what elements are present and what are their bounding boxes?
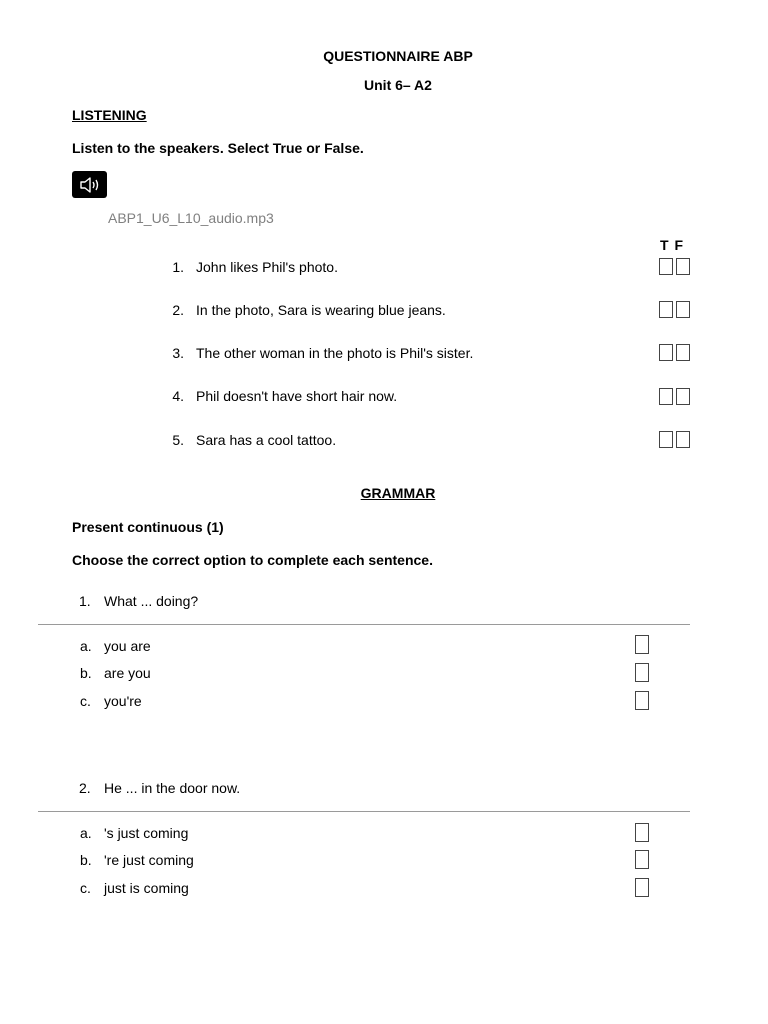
false-checkbox[interactable] xyxy=(676,344,690,361)
option-text: 's just coming xyxy=(104,825,189,841)
unit-label: Unit 6– A2 xyxy=(364,77,432,93)
true-checkbox[interactable] xyxy=(659,301,673,318)
option-letter: b. xyxy=(80,852,92,868)
option-text: you are xyxy=(104,638,151,654)
item-number: 4. xyxy=(172,388,184,404)
divider xyxy=(38,624,690,625)
item-number: 1. xyxy=(172,259,184,275)
option-letter: a. xyxy=(80,825,92,841)
item-text: Phil doesn't have short hair now. xyxy=(196,388,398,404)
false-checkbox[interactable] xyxy=(676,431,690,448)
item-number: 5. xyxy=(172,432,184,448)
option-checkbox[interactable] xyxy=(635,691,649,710)
true-checkbox[interactable] xyxy=(659,258,673,275)
option-checkbox[interactable] xyxy=(635,663,649,682)
false-checkbox[interactable] xyxy=(676,258,690,275)
false-checkbox[interactable] xyxy=(676,388,690,405)
item-text: John likes Phil's photo. xyxy=(196,259,338,275)
item-text: In the photo, Sara is wearing blue jeans. xyxy=(196,302,446,318)
option-checkbox[interactable] xyxy=(635,850,649,869)
true-false-header: T F xyxy=(660,237,684,253)
audio-play-button[interactable] xyxy=(72,171,107,198)
option-letter: c. xyxy=(80,693,91,709)
grammar-subheading: Present continuous (1) xyxy=(72,519,224,535)
question-text: What ... doing? xyxy=(104,593,199,609)
option-checkbox[interactable] xyxy=(635,878,649,897)
option-letter: b. xyxy=(80,665,92,681)
item-text: Sara has a cool tattoo. xyxy=(196,432,337,448)
option-checkbox[interactable] xyxy=(635,635,649,654)
option-letter: a. xyxy=(80,638,92,654)
option-text: just is coming xyxy=(104,880,189,896)
question-number: 1. xyxy=(79,593,91,609)
question-text: He ... in the door now. xyxy=(104,780,241,796)
divider xyxy=(38,811,690,812)
grammar-instruction: Choose the correct option to complete each sentence. xyxy=(72,552,433,568)
item-number: 2. xyxy=(172,302,184,318)
option-letter: c. xyxy=(80,880,91,896)
speaker-icon xyxy=(79,176,101,194)
false-checkbox[interactable] xyxy=(676,301,690,318)
listening-instruction: Listen to the speakers. Select True or False. xyxy=(72,140,364,156)
item-number: 3. xyxy=(172,345,184,361)
page-title: QUESTIONNAIRE ABP xyxy=(323,48,473,64)
true-checkbox[interactable] xyxy=(659,431,673,448)
option-text: are you xyxy=(104,665,151,681)
true-checkbox[interactable] xyxy=(659,344,673,361)
audio-filename[interactable]: ABP1_U6_L10_audio.mp3 xyxy=(108,210,274,226)
option-checkbox[interactable] xyxy=(635,823,649,842)
true-checkbox[interactable] xyxy=(659,388,673,405)
question-number: 2. xyxy=(79,780,91,796)
option-text: 're just coming xyxy=(104,852,194,868)
listening-heading: LISTENING xyxy=(72,107,147,123)
option-text: you're xyxy=(104,693,142,709)
item-text: The other woman in the photo is Phil's sister. xyxy=(196,345,474,361)
grammar-heading: GRAMMAR xyxy=(360,485,436,501)
